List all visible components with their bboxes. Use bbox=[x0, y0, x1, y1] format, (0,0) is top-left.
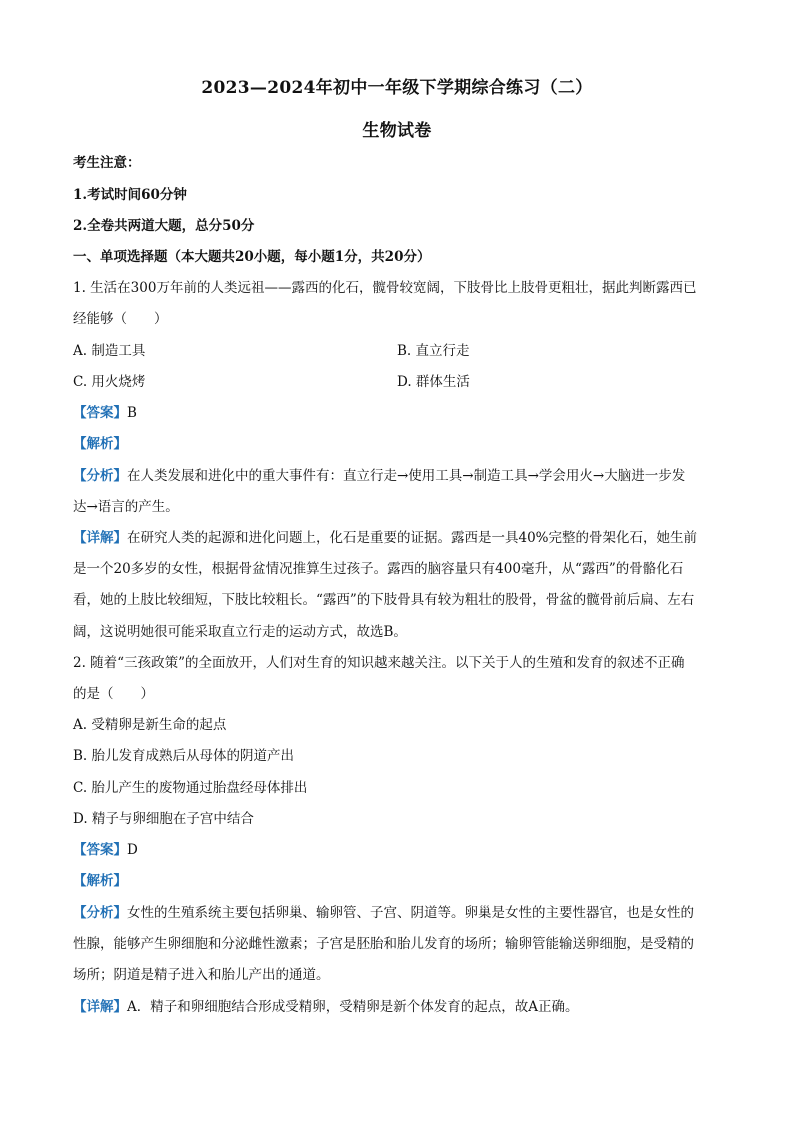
xiangjie-tag: 【详解】 bbox=[73, 999, 127, 1015]
analysis-tag: 【解析】 bbox=[73, 873, 127, 889]
answer-tag: 【答案】 bbox=[73, 842, 127, 858]
q2-option-b: B. 胎儿发育成熟后从母体的阴道产出 bbox=[73, 748, 295, 764]
q1-fenxi-line-1 bbox=[73, 464, 685, 484]
q2-option-d: D. 精子与卵细胞在子宫中结合 bbox=[73, 811, 254, 827]
page-subtitle: 生物试卷 bbox=[362, 121, 432, 141]
q1-xiangjie-line-1 bbox=[73, 526, 697, 546]
q1-fenxi-line-2: 达→语言的产生。 bbox=[73, 499, 179, 515]
q1-option-d: D. 群体生活 bbox=[397, 374, 470, 390]
fenxi-tag: 【分析】 bbox=[73, 905, 127, 921]
q2-xiangjie-line-1 bbox=[73, 995, 579, 1015]
q2-option-a: A. 受精卵是新生命的起点 bbox=[73, 717, 227, 733]
q1-answer-value: B bbox=[127, 405, 137, 421]
q2-xiangjie-text-1: A．精子和卵细胞结合形成受精卵，受精卵是新个体发育的起点，故A正确。 bbox=[127, 999, 579, 1015]
q2-fenxi-line-1 bbox=[73, 901, 694, 921]
q2-fenxi-line-2: 性腺，能够产生卵细胞和分泌雌性激素；子宫是胚胎和胎儿发育的场所；输卵管能输送卵细胞，是受精的 bbox=[73, 936, 694, 952]
q1-option-b: B. 直立行走 bbox=[397, 343, 470, 359]
q2-fenxi-text-1: 女性的生殖系统主要包括卵巢、输卵管、子宫、阴道等。卵巢是女性的主要性器官，也是女性的 bbox=[127, 905, 694, 921]
q1-answer-line bbox=[73, 401, 137, 421]
xiangjie-tag: 【详解】 bbox=[73, 530, 127, 546]
q2-stem-line-1: 2. 随着“三孩政策”的全面放开，人们对生育的知识越来越关注。以下关于人的生殖和发育的叙述不正确 bbox=[73, 655, 685, 671]
q2-answer-line bbox=[73, 838, 138, 858]
q1-xiangjie-line-2: 是一个20多岁的女性，根据骨盆情况推算生过孩子。露西的脑容量只有400毫升，从“露西”的骨骼化石 bbox=[73, 561, 684, 577]
q2-analysis-line bbox=[73, 869, 127, 889]
q2-fenxi-line-3: 场所；阴道是精子进入和胎儿产出的通道。 bbox=[73, 967, 330, 983]
q1-stem-line-1: 1. 生活在300万年前的人类远祖——露西的化石，髋骨较宽阔，下肢骨比上肢骨更粗壮，据此判断露西已 bbox=[73, 280, 697, 296]
q2-answer-value: D bbox=[127, 842, 138, 858]
notice-item-2: 2.全卷共两道大题，总分50分 bbox=[73, 218, 255, 234]
page-title: 2023—2024年初中一年级下学期综合练习（二） bbox=[201, 78, 593, 98]
notice-item-1: 1.考试时间60分钟 bbox=[73, 187, 187, 203]
fenxi-tag: 【分析】 bbox=[73, 468, 127, 484]
q1-fenxi-text-1: 在人类发展和进化中的重大事件有：直立行走→使用工具→制造工具→学会用火→大脑进一步发 bbox=[127, 468, 686, 484]
q1-option-a: A. 制造工具 bbox=[73, 343, 146, 359]
answer-tag: 【答案】 bbox=[73, 405, 127, 421]
section-heading: 一、单项选择题（本大题共20小题，每小题1分，共20分） bbox=[73, 249, 431, 265]
q1-xiangjie-line-4: 阔，这说明她很可能采取直立行走的运动方式，故选B。 bbox=[73, 624, 407, 640]
q1-stem-line-2: 经能够（ ） bbox=[73, 311, 168, 327]
q2-option-c: C. 胎儿产生的废物通过胎盘经母体排出 bbox=[73, 780, 308, 796]
q2-stem-line-2: 的是（ ） bbox=[73, 686, 154, 702]
q1-analysis-line bbox=[73, 432, 127, 452]
q1-option-c: C. 用火烧烤 bbox=[73, 374, 146, 390]
q1-xiangjie-line-3: 看，她的上肢比较细短，下肢比较粗长。“露西”的下肢骨具有较为粗壮的股骨，骨盆的髋骨前后扁、左右 bbox=[73, 592, 695, 608]
q1-xiangjie-text-1: 在研究人类的起源和进化问题上，化石是重要的证据。露西是一具40%完整的骨架化石，她生前 bbox=[127, 530, 698, 546]
notice-label: 考生注意： bbox=[73, 155, 141, 171]
analysis-tag: 【解析】 bbox=[73, 436, 127, 452]
